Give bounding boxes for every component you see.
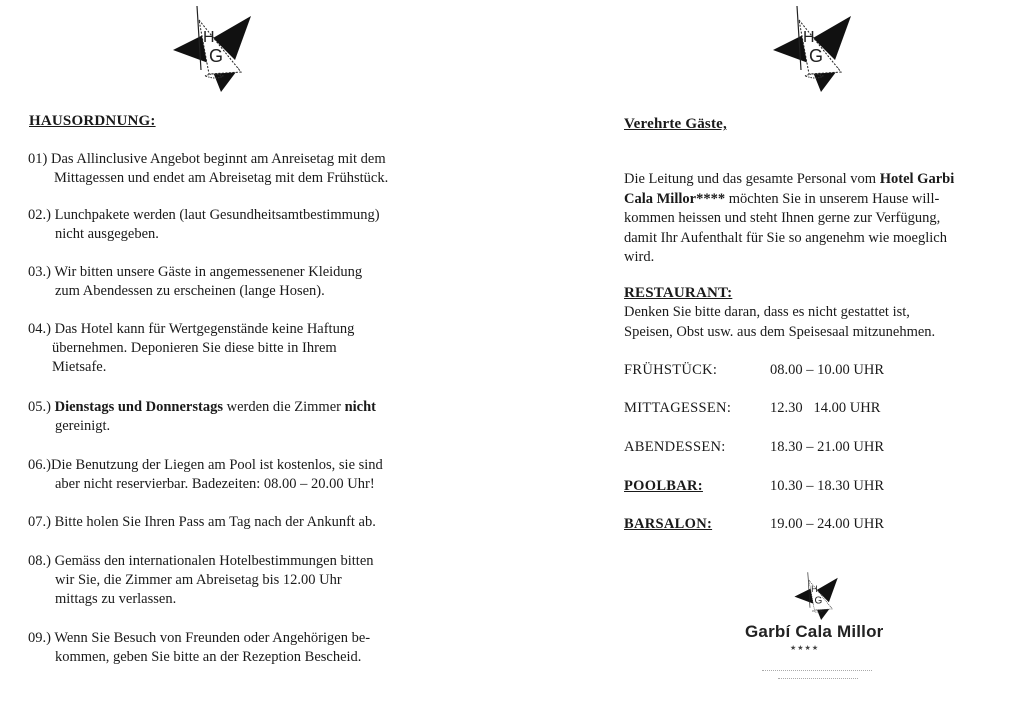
rule-text: Lunchpakete werden (laut Gesundheitsamtbestimmung) (54, 207, 380, 223)
welcome-text: möchten Sie in unserem Hause will- (725, 190, 940, 207)
rule-text: kommen, geben Sie bitte an der Rezeption Bescheid. (55, 649, 362, 665)
rule-text: Gemäss den internationalen Hotelbestimmungen bitten (54, 553, 374, 569)
schedule-label: BARSALON: (624, 516, 713, 532)
schedule-label: POOLBAR: (624, 478, 703, 494)
restaurant-heading: RESTAURANT: (624, 285, 733, 301)
restaurant-note (624, 303, 1024, 342)
schedule-label: FRÜHSTÜCK: (624, 362, 718, 378)
rule-item (28, 150, 388, 188)
hg-star-logo-icon (790, 570, 840, 620)
rule-number: 09.) (28, 630, 51, 646)
schedule-time: 18.30 – 21.00 UHR (770, 439, 884, 455)
hotel-name-bold: Hotel Garbi (879, 171, 955, 187)
schedule-time: 19.00 – 24.00 UHR (770, 516, 884, 532)
rule-text: gereinigt. (55, 418, 111, 434)
hg-star-logo-icon (165, 2, 255, 92)
rule-text: Die Benutzung der Liegen am Pool ist kostenlos, sie sind (50, 457, 383, 473)
rule-number: 06.) (28, 457, 51, 473)
schedule-time: 10.30 – 18.30 UHR (770, 478, 884, 494)
restaurant-note-line: Denken Sie bitte daran, dass es nicht gestattet ist, (624, 304, 910, 320)
hg-star-logo-icon (765, 2, 855, 92)
rule-text: Wir bitten unsere Gäste in angemessenener Kleidung (54, 264, 363, 280)
schedule-label: MITTAGESSEN: (624, 400, 732, 416)
rule-text: mittags zu verlassen. (55, 591, 177, 607)
hotel-name-bold: Cala Millor**** (624, 190, 726, 207)
rule-text-bold: nicht (344, 399, 377, 415)
brand-stars: ★★★★ (790, 644, 820, 652)
restaurant-note-line: Speisen, Obst usw. aus dem Speisesaal mitzunehmen. (624, 323, 936, 340)
rule-text: Bitte holen Sie Ihren Pass am Tag nach der Ankunft ab. (54, 514, 376, 530)
welcome-paragraph (624, 170, 1024, 268)
rule-text-bold: Dienstags und Donnerstags (54, 399, 223, 415)
rule-number: 02.) (28, 207, 51, 223)
rule-item (28, 320, 354, 377)
rule-text: Das Hotel kann für Wertgegenstände keine Haftung (54, 321, 355, 337)
rule-item (28, 629, 370, 667)
rule-number: 08.) (28, 553, 51, 569)
rule-item (28, 398, 376, 436)
welcome-text: wird. (624, 249, 655, 265)
house-rules-heading: HAUSORDNUNG: (29, 113, 156, 129)
welcome-text: Die Leitung und das gesamte Personal vom (624, 171, 880, 187)
rule-item (28, 456, 383, 494)
rule-text: nicht ausgegeben. (55, 226, 159, 242)
welcome-text: kommen heissen und steht Ihnen gerne zur Verfügung, (624, 210, 941, 226)
rule-item (28, 206, 380, 244)
rule-number: 04.) (28, 321, 51, 337)
rule-text: Das Allinclusive Angebot beginnt am Anreisetag mit dem (50, 151, 386, 167)
brand-name: Garbí Cala Millor (745, 622, 884, 641)
welcome-text: damit Ihr Aufenthalt für Sie so angenehm wie moeglich (624, 229, 947, 246)
rule-text: Wenn Sie Besuch von Freunden oder Angehörigen be- (54, 630, 371, 646)
brand-address-line (762, 670, 872, 673)
rule-text: aber nicht reservierbar. Badezeiten: 08.00 – 20.00 Uhr! (55, 476, 375, 492)
schedule-time: 12.30 14.00 UHR (770, 400, 881, 416)
rule-text: zum Abendessen zu erscheinen (lange Hosen). (55, 283, 325, 299)
rule-text: werden die Zimmer (223, 399, 345, 415)
rule-number: 01) (28, 151, 48, 167)
rule-text: Mittagessen und endet am Abreisetag mit dem Frühstück. (54, 170, 389, 186)
rule-number: 03.) (28, 264, 51, 280)
rule-item (28, 513, 376, 532)
greeting-heading: Verehrte Gäste, (624, 116, 727, 132)
brand-address-line (778, 678, 858, 681)
rule-item (28, 263, 362, 301)
rule-item (28, 552, 374, 609)
rule-number: 05.) (28, 399, 51, 415)
rule-text: übernehmen. Deponieren Sie diese bitte in Ihrem (52, 340, 337, 356)
schedule-label: ABENDESSEN: (624, 439, 726, 455)
rule-text: Mietsafe. (52, 359, 107, 375)
rule-text: wir Sie, die Zimmer am Abreisetag bis 12.00 Uhr (55, 572, 342, 588)
rule-number: 07.) (28, 514, 51, 530)
schedule-time: 08.00 – 10.00 UHR (770, 362, 884, 378)
